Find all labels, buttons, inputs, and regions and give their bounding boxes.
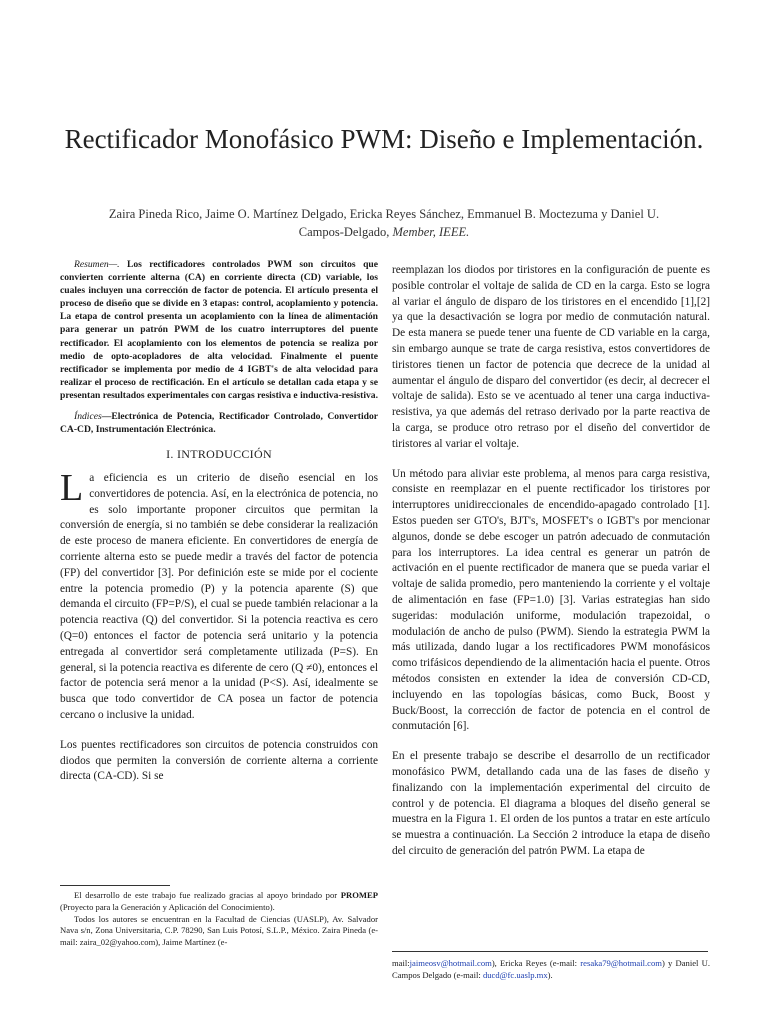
right-footnote-divider (392, 951, 708, 952)
footnotes (60, 890, 378, 949)
intro-paragraph (60, 467, 378, 724)
footnote-divider (60, 885, 170, 886)
present-work-paragraph: En el presente trabajo se describe el desarrollo de un rectificador monofásico PWM, detallando cada una de las fases de diseño y finalizando con la implementación experimental del circuito de control y de potencia. El diagrama a bloques del diseño general se muestra en la Figura 1. El orden de los puntos a tratar en este artículo se muestra a continuación. La Sección 2 introduce la etapa de diseño del circuito de generación del patrón PWM. La etapa de (392, 750, 710, 857)
email-footnote (392, 957, 710, 981)
affiliation-footnote: Todos los autores se encuentran en la Facultad de Ciencias (UASLP), Av. Salvador Nava s/n, Zona Universitaria, C.P. 78290, San Luis Potosí, S.L.P., México. Zaira Pineda (e-mail: zaira_02@yahoo.com), Jaime Martínez (e- (60, 913, 378, 948)
funding-program: PROMEP (340, 890, 378, 900)
left-column (60, 258, 378, 799)
section-heading-introduction: I. INTRODUCCIÓN (166, 447, 272, 462)
email-link-daniel[interactable]: ducd@fc.uaslp.mx (482, 970, 548, 980)
email-prefix: mail: (392, 958, 410, 968)
email-link-jaime[interactable]: jaimeosv@hotmail.com (409, 958, 492, 968)
abstract-text: Los rectificadores controlados PWM son circuitos que convierten corriente alterna (CA) en corriente directa (CD) variable, los cuales incluyen una corrección de factor de potencia. El artículo presenta el proceso de diseño que se divide en 3 etapas: control, acoplamiento y potencia. La etapa de control presenta un acoplamiento con la línea de alimentación para generar un patrón PWM de los cuatro interruptores del puente rectificador. El acoplamiento con los elementos de potencia se realiza por medio de opto-acopladores de alta velocidad. Finalmente el puente rectificador se implementa por medio de 4 IGBT's de alta velocidad para realizar el proceso de rectificación. En el artículo se detallan cada etapa y se presentan resultados experimentales con cargas resistiva e inductiva-resistiva. (60, 259, 378, 401)
funding-prefix: El desarrollo de este trabajo fue realizado gracias al apoyo brindado por (74, 890, 338, 900)
email-suffix: ). (547, 970, 553, 980)
funding-footnote (60, 890, 378, 914)
index-terms-label: Índices (74, 411, 102, 423)
paper-title: Rectificador Monofásico PWM: Diseño e Implementación. (64, 124, 704, 154)
intro-text: a eficiencia es un criterio de diseño esencial en los convertidores de potencia. Así, en la electrónica de potencia, no es solo importante proponer circuitos que permitan la conversión de energía, si no también se debe considerar la realización de este proceso de manera eficiente. En convertidores de energía de corriente alterna esto se puede medir a través del factor de potencia (FP) del convertidor [3]. Por definición este se mide por el cociente entre la potencia promedio (P) y la potencia aparente (S) que demanda el circuito (FP=P/S), el cual se puede también relacionar a la potencia reactiva (Q) del convertidor. Si la potencia reactiva es cero (Q=0) entonces el factor de potencia será unitario y la potencia entregada al convertidor será completamente utilizada (P=S). En general, si la potencia reactiva es diferente de cero (Q ≠0), entonces el factor de potencia será menor a la unidad (P<S). Así, idealmente se busca que todo convertidor de CA posea un factor de potencia cercano o inclusive la unidad. (60, 472, 378, 721)
abstract-label: Resumen—. (74, 259, 120, 270)
funding-suffix: (Proyecto para la Generación y Aplicación del Conocimiento). (60, 901, 275, 912)
abstract (60, 258, 378, 402)
author-list (90, 205, 678, 241)
rectifier-paragraph: Los puentes rectificadores son circuitos de potencia construidos con diodos que permiten la conversión de corriente alterna a corriente directa (CA-CD). Si se (60, 738, 378, 783)
email-mid1: ), Ericka Reyes (e-mail: (491, 958, 578, 968)
author-names: Zaira Pineda Rico, Jaime O. Martínez Delgado, Ericka Reyes Sánchez, Emmanuel B. Moctezuma y Daniel U. Campos-Delgado, (108, 207, 660, 239)
drop-cap: L (60, 467, 84, 510)
index-terms (60, 410, 378, 436)
index-terms-text: —Electrónica de Potencia, Rectificador Controlado, Convertidor CA-CD, Instrumentación Electrónica. (60, 411, 378, 436)
email-link-ericka[interactable]: resaka79@hotmail.com (580, 958, 662, 968)
author-membership: Member, IEEE. (392, 225, 470, 239)
email-mid2: ) y Daniel U. Campos Delgado (e-mail: (392, 958, 710, 980)
right-column (392, 263, 710, 874)
thyristor-paragraph: reemplazan los diodos por tiristores en la configuración de puente es posible controlar el voltaje de salida de CD en la carga. Esto se logra al variar el ángulo de disparo de los tiristores en el encendido [1],[2] ya que la desactivación se logra por medio de conmutación natural. De esta manera se puede tener una fuente de CD variable en la carga, sin embargo aunque se trate de carga resistiva, estos convertidores de tiristores tienen un factor de potencia que decrece de la unidad al aumentar el ángulo de disparo del convertidor (es decir, al decrecer el voltaje de salida). Esto se ve acentuado al tener una carga inductiva-resistiva, ya que además del retraso derivado por la parte reactiva de la carga, se produce otro retraso por el diseño del convertidor de tiristores al variar el voltaje. (392, 264, 710, 450)
method-paragraph: Un método para aliviar este problema, al menos para carga resistiva, consiste en reemplazar en el puente rectificador los tiristores por interruptores unidireccionales de encendido-apagado controlado [1]. Estos pueden ser GTO's, BJT's, MOSFET's o IGBT's por mencionar algunos, donde se debe escoger un patrón adecuado de conmutación para los interruptores. La idea central es generar un patrón de activación en el puente rectificador de manera que se pueda variar el voltaje de salida promedio, pero manteniendo la corriente y el voltaje de alimentación en fase (FP=1.0) [3]. Varias estrategias han sido sugeridas: modulación uniforme, modulación trapezoidal, o modulación de ancho de pulso (PWM). Siendo la estrategia PWM la más utilizada, dando lugar a los rectificadores PWM monofásicos como trifásicos dependiendo de la alimentación hacia el puente. Otros métodos consisten en extender la idea de conversión CD-CD, incluyendo en las topologías básicas, como Buck, Boost y Buck/Boost, la corrección de factor de potencia en el control de conmutación [6]. (392, 467, 710, 733)
